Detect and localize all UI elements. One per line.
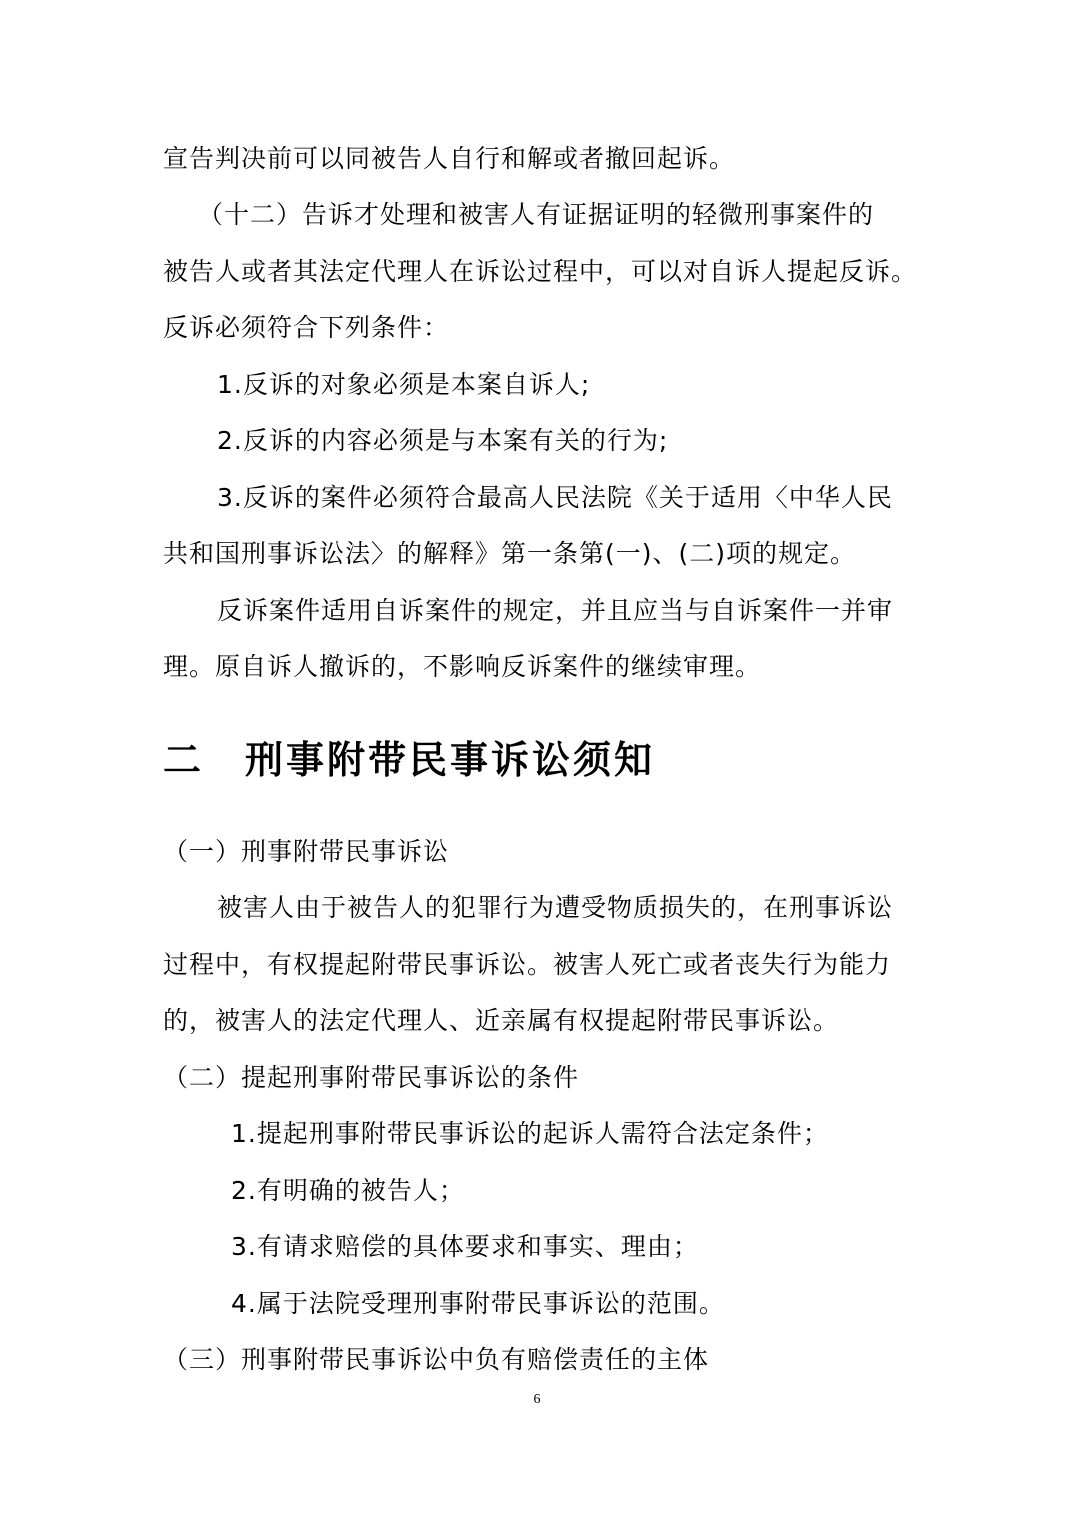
list-item: 3.有请求赔偿的具体要求和事实、理由；: [231, 1232, 699, 1261]
section-heading: [163, 738, 655, 782]
text-line: 被害人由于被告人的犯罪行为遭受物质损失的，在刑事诉讼: [217, 893, 894, 922]
list-item: 2.有明确的被告人；: [231, 1176, 465, 1205]
subsection-heading: （十二）告诉才处理和被害人有证据证明的轻微刑事案件的: [198, 200, 875, 229]
text-line: 反诉案件适用自诉案件的规定，并且应当与自诉案件一并审: [217, 596, 894, 625]
list-item: 1.提起刑事附带民事诉讼的起诉人需符合法定条件；: [231, 1119, 829, 1148]
subsection-heading: （一）刑事附带民事诉讼: [163, 837, 450, 866]
list-item: 2.反诉的内容必须是与本案有关的行为;: [217, 426, 669, 455]
text-line: 反诉必须符合下列条件：: [163, 313, 450, 342]
section-number: 二: [163, 738, 205, 782]
list-item: 1.反诉的对象必须是本案自诉人;: [217, 370, 591, 399]
text-line: 理。原自诉人撤诉的，不影响反诉案件的继续审理。: [163, 652, 762, 681]
text-line: 宣告判决前可以同被告人自行和解或者撤回起诉。: [163, 144, 736, 173]
section-title: 刑事附带民事诉讼须知: [245, 738, 656, 782]
page-number: 6: [533, 1392, 541, 1407]
text-line: 过程中，有权提起附带民事诉讼。被害人死亡或者丧失行为能力: [163, 950, 892, 979]
list-item: 4.属于法院受理刑事附带民事诉讼的范围。: [231, 1289, 725, 1318]
subsection-heading: （三）刑事附带民事诉讼中负有赔偿责任的主体: [163, 1345, 710, 1374]
text-line: 的，被害人的法定代理人、近亲属有权提起附带民事诉讼。: [163, 1006, 840, 1035]
text-line: 共和国刑事诉讼法〉的解释》第一条第(一)、(二)项的规定。: [163, 539, 857, 568]
list-item: 3.反诉的案件必须符合最高人民法院《关于适用〈中华人民: [217, 483, 893, 512]
subsection-heading: （二）提起刑事附带民事诉讼的条件: [163, 1063, 580, 1092]
text-line: 被告人或者其法定代理人在诉讼过程中，可以对自诉人提起反诉。: [163, 257, 918, 286]
